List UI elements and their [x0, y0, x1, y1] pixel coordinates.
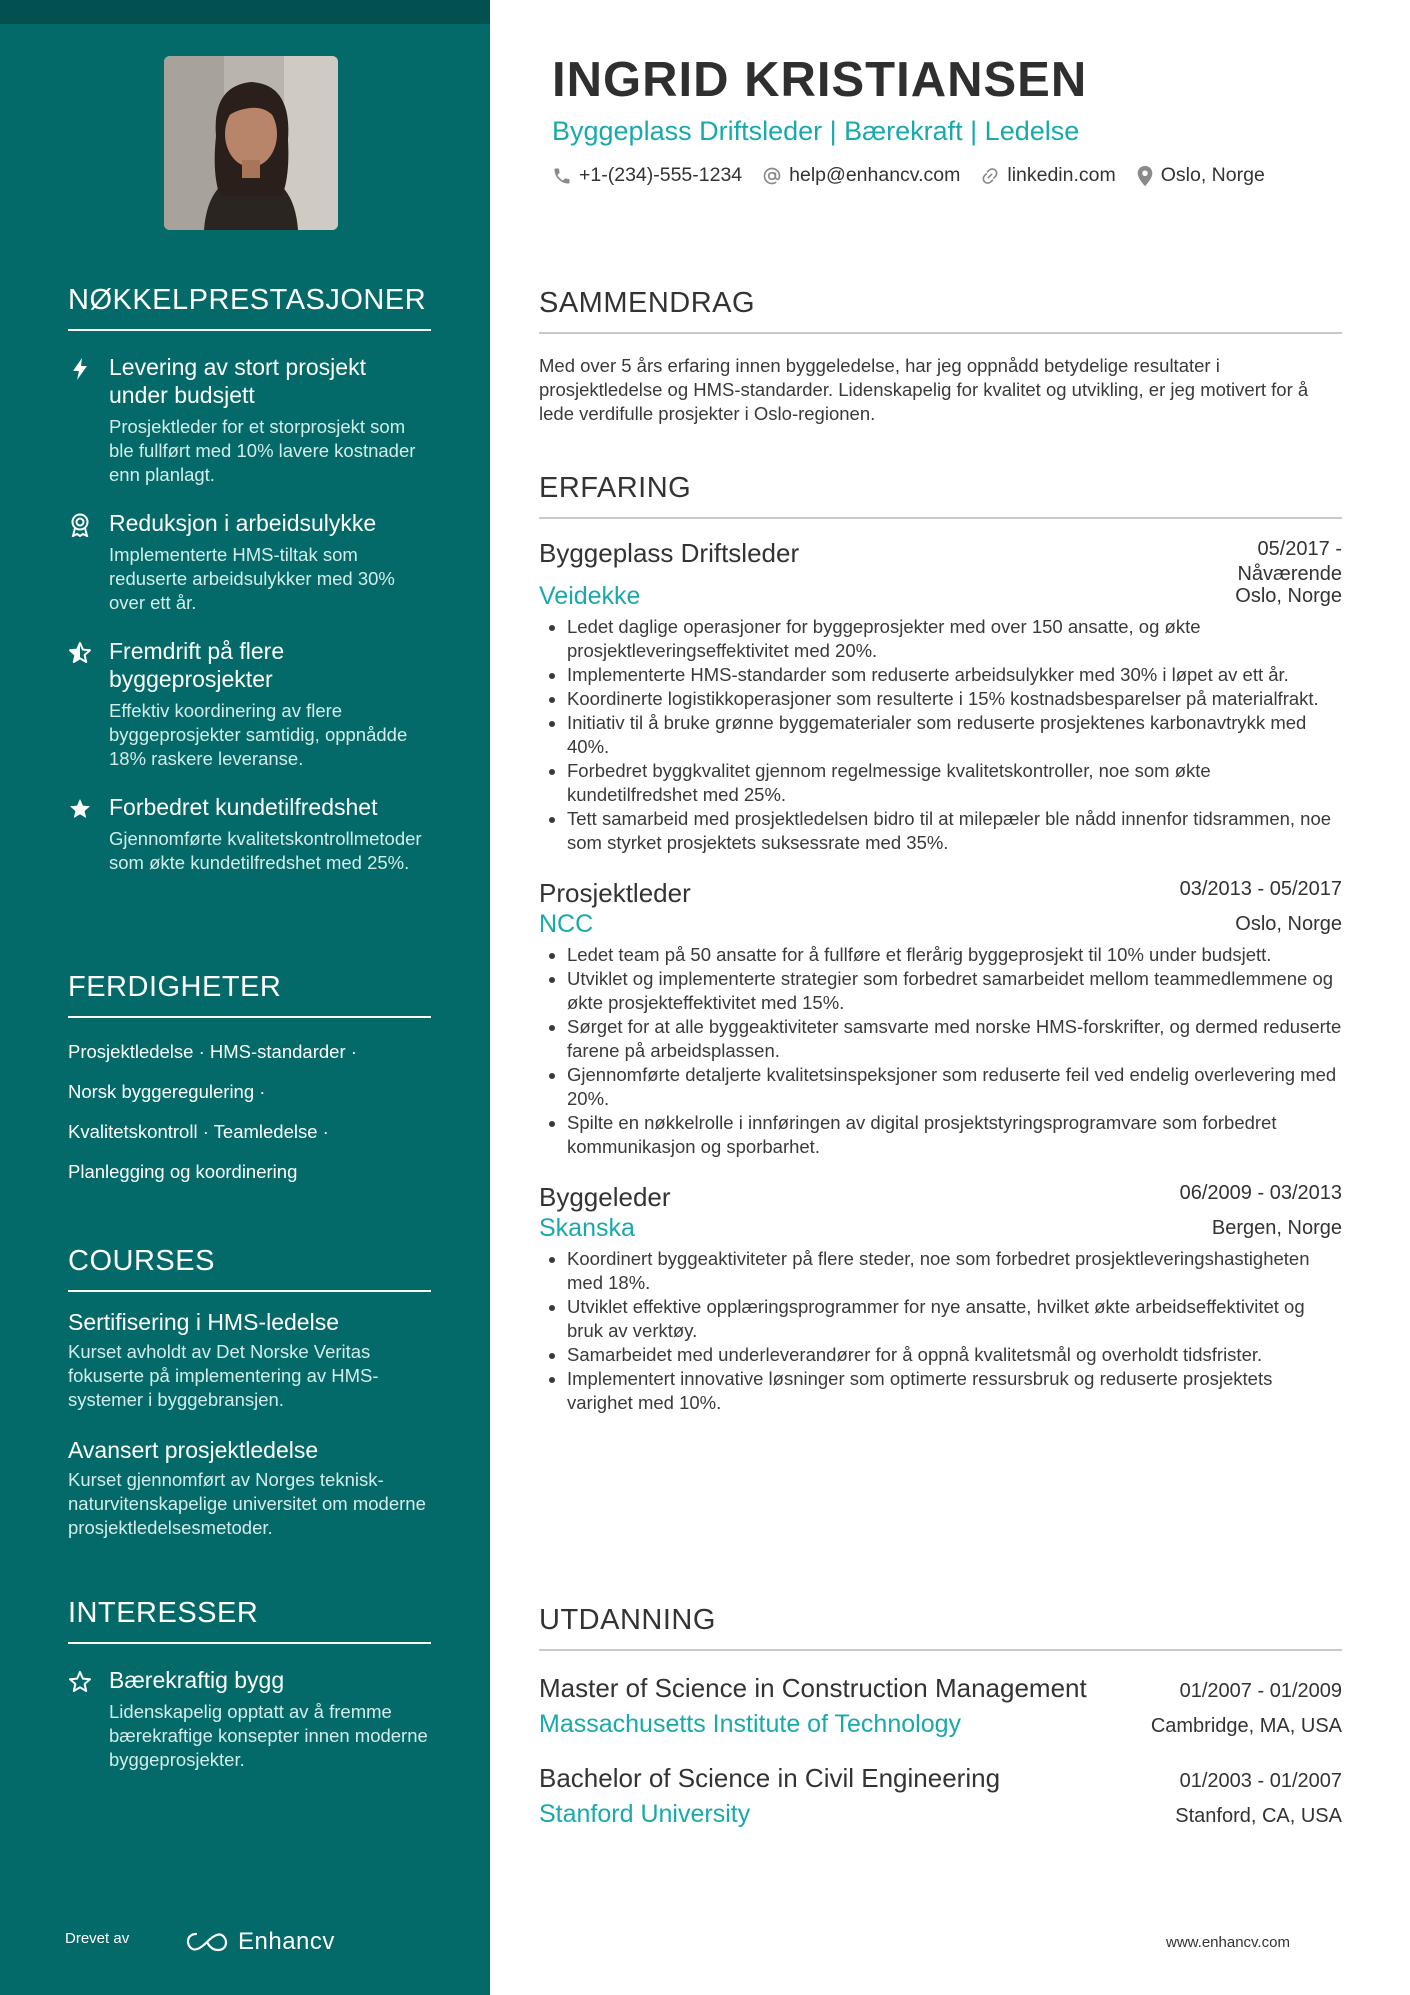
star-half-icon	[68, 641, 92, 665]
at-icon	[762, 166, 782, 186]
powered-by-label: Drevet av	[65, 1930, 130, 1947]
course-item	[68, 1308, 431, 1412]
job-dates	[1237, 537, 1342, 587]
course-desc: Kurset gjennomført av Norges teknisk-naturvitenskapelige universitet om moderne prosjektledelsesmetoder.	[68, 1469, 426, 1538]
summary-text: Med over 5 års erfaring innen byggeledelse, har jeg oppnådd betydelige resultater i prosjektledelse og HMS-standarder. Lidenskapelig for kvalitet og utvikling, er jeg motivert for å lede verdifulle prosjekter i Oslo-regionen.	[539, 355, 1309, 424]
experience-title: ERFARING	[539, 472, 1342, 519]
job-entry	[539, 537, 1342, 855]
job-entry	[539, 877, 1342, 1159]
course-item	[68, 1436, 431, 1540]
job-bullet: • Forbedret byggkvalitet gjennom regelmessige kvalitetskontroller, noe som økte kundetilfredshet med 25%.	[567, 759, 1342, 807]
interests-section	[68, 1597, 431, 1772]
education-title: UTDANNING	[539, 1604, 1342, 1651]
education-section	[539, 1604, 1342, 1833]
link-icon	[980, 166, 1000, 186]
achievement-item	[68, 353, 431, 487]
interest-desc: Lidenskapelig opptatt av å fremme bærekraftige konsepter innen moderne byggeprosjekter.	[109, 1701, 428, 1770]
education-location: Stanford, CA, USA	[1175, 1805, 1342, 1827]
job-dates-start: 05/2017 -	[1257, 538, 1342, 560]
job-dates: 06/2009 - 03/2013	[1179, 1182, 1342, 1204]
contact-location	[1136, 164, 1265, 187]
job-role: Byggeleder	[539, 1182, 671, 1212]
skill-line: Kvalitetskontroll · Teamledelse ·	[68, 1121, 329, 1142]
skill-line: Planlegging og koordinering	[68, 1161, 298, 1182]
job-bullet: • Tett samarbeid med prosjektledelsen bidro til at milepæler ble nådd innenfor tidsrammen, noe som styrket prosjektets suksessrate med 35%.	[567, 807, 1342, 855]
job-location: Bergen, Norge	[1211, 1217, 1342, 1239]
job-bullet: • Ledet daglige operasjoner for byggeprosjekter med over 150 ansatte, og økte prosjektleveringseffektivitet med 20%.	[567, 615, 1342, 663]
education-dates: 01/2007 - 01/2009	[1179, 1680, 1342, 1702]
achievement-item	[68, 637, 431, 771]
job-bullet: • Spilte en nøkkelrolle i innføringen av digital prosjektstyringsprogramvare som forbedret kommunikasjon og sporbarhet.	[567, 1111, 1342, 1159]
job-company: Skanska	[539, 1214, 635, 1242]
contact-email[interactable]	[762, 164, 960, 187]
job-bullet: • Implementerte HMS-standarder som reduserte arbeidsulykker med 30% i løpet av ett år.	[567, 663, 1342, 687]
education-entry	[539, 1761, 1342, 1833]
education-school: Massachusetts Institute of Technology	[539, 1710, 961, 1738]
summary-title: SAMMENDRAG	[539, 287, 1342, 334]
phone-icon	[552, 166, 572, 186]
candidate-headline: Byggeplass Driftsleder | Bærekraft | Ledelse	[552, 116, 1080, 146]
course-title: Avansert prosjektledelse	[68, 1437, 319, 1463]
job-bullet: • Koordinerte logistikkoperasjoner som resulterte i 15% kostnadsbesparelser på materialfrakt.	[567, 687, 1342, 711]
bolt-icon	[68, 357, 92, 381]
resume-header	[552, 52, 1342, 187]
skill-line: Prosjektledelse · HMS-standarder ·	[68, 1041, 357, 1062]
job-bullets	[539, 943, 1342, 1159]
job-bullet: • Koordinert byggeaktiviteter på flere steder, noe som forbedret prosjektleveringshastigheten med 18%.	[567, 1247, 1342, 1295]
courses-section	[68, 1245, 431, 1540]
achievement-desc: Implementerte HMS-tiltak som reduserte arbeidsulykker med 30% over ett år.	[109, 544, 395, 613]
achievement-title: Levering av stort prosjekt under budsjett	[109, 354, 366, 408]
achievement-desc: Effektiv koordinering av flere byggeprosjekter samtidig, oppnådde 18% raskere leveranse.	[109, 700, 408, 769]
education-entry	[539, 1671, 1342, 1743]
job-bullets	[539, 615, 1342, 855]
education-degree: Bachelor of Science in Civil Engineering	[539, 1763, 1001, 1793]
job-location: Oslo, Norge	[1235, 913, 1342, 935]
linkedin-text: linkedin.com	[1007, 164, 1116, 186]
skill-line: Norsk byggeregulering ·	[68, 1081, 266, 1102]
achievement-title: Forbedret kundetilfredshet	[109, 794, 378, 820]
job-company: NCC	[539, 910, 594, 938]
infinity-logo-icon	[184, 1930, 230, 1954]
job-bullet: • Gjennomførte detaljerte kvalitetsinspeksjoner som reduserte feil ved endelig overlevering med 20%.	[567, 1063, 1342, 1111]
job-role: Byggeplass Driftsleder	[539, 538, 800, 568]
achievement-desc: Gjennomførte kvalitetskontrollmetoder som økte kundetilfredshet med 25%.	[109, 828, 422, 873]
phone-text: +1-(234)-555-1234	[579, 164, 743, 186]
job-dates: 03/2013 - 05/2017	[1179, 878, 1342, 900]
education-location: Cambridge, MA, USA	[1150, 1715, 1342, 1737]
star-icon	[68, 797, 92, 821]
achievement-item	[68, 509, 431, 615]
job-company: Veidekke	[539, 582, 641, 610]
job-bullet: • Initiativ til å bruke grønne byggematerialer som reduserte prosjektenes karbonavtrykk med 40%.	[567, 711, 1342, 759]
star-outline-icon	[68, 1670, 92, 1694]
courses-title: COURSES	[68, 1245, 431, 1292]
interest-item	[68, 1666, 431, 1772]
skills-title: FERDIGHETER	[68, 971, 431, 1018]
contact-row	[552, 164, 1342, 187]
achievement-title: Fremdrift på flere byggeprosjekter	[109, 638, 285, 692]
contact-linkedin[interactable]	[980, 164, 1115, 187]
job-bullet: • Utviklet og implementerte strategier som forbedret samarbeidet mellom teammedlemmene og økte prosjekteffektivitet med 15%.	[567, 967, 1342, 1015]
education-school: Stanford University	[539, 1800, 751, 1828]
job-bullets	[539, 1247, 1342, 1415]
summary-section	[539, 287, 1342, 426]
job-entry	[539, 1181, 1342, 1415]
achievements-section	[68, 284, 431, 875]
job-bullet: • Utviklet effektive opplæringsprogrammer for nye ansatte, hvilket økte arbeidseffektivitet og bruk av verktøy.	[567, 1295, 1342, 1343]
brand-name: Enhancv	[238, 1928, 335, 1955]
education-degree: Master of Science in Construction Management	[539, 1673, 1087, 1703]
experience-section	[539, 472, 1342, 1415]
achievements-title: NØKKELPRESTASJONER	[68, 284, 431, 331]
job-bullet: • Implementert innovative løsninger som optimerte ressursbruk og reduserte prosjektets varighet med 10%.	[567, 1367, 1342, 1415]
achievement-desc: Prosjektleder for et storprosjekt som ble fullført med 10% lavere kostnader enn planlagt.	[109, 416, 416, 485]
interest-title: Bærekraftig bygg	[109, 1667, 285, 1693]
sidebar-top-bar	[0, 0, 490, 24]
job-bullet: • Samarbeidet med underleverandører for å oppnå kvalitetsmål og overholdt tidsfrister.	[567, 1343, 1342, 1367]
enhancv-logo[interactable]	[184, 1928, 335, 1956]
contact-phone[interactable]	[552, 164, 742, 187]
achievement-title: Reduksjon i arbeidsulykke	[109, 510, 377, 536]
achievement-item	[68, 793, 431, 875]
job-location: Oslo, Norge	[1235, 585, 1342, 607]
location-text: Oslo, Norge	[1160, 164, 1265, 186]
skills-section	[68, 971, 431, 1192]
course-desc: Kurset avholdt av Det Norske Veritas fokuserte på implementering av HMS-systemer i byggebransjen.	[68, 1341, 379, 1410]
job-bullet: • Sørget for at alle byggeaktiviteter samsvarte med norske HMS-forskrifter, og dermed reduserte farene på arbeidsplassen.	[567, 1015, 1342, 1063]
job-dates-end: Nåværende	[1237, 563, 1342, 585]
profile-photo	[164, 56, 338, 230]
job-role: Prosjektleder	[539, 878, 691, 908]
candidate-name: INGRID KRISTIANSEN	[552, 53, 1088, 107]
award-icon	[68, 513, 92, 537]
interests-title: INTERESSER	[68, 1597, 431, 1644]
skills-list	[68, 1032, 431, 1192]
sidebar	[0, 0, 490, 1995]
email-text: help@enhancv.com	[789, 164, 961, 186]
course-title: Sertifisering i HMS-ledelse	[68, 1309, 339, 1335]
education-dates: 01/2003 - 01/2007	[1179, 1770, 1342, 1792]
location-pin-icon	[1136, 165, 1154, 187]
job-bullet: • Ledet team på 50 ansatte for å fullføre et flerårig byggeprosjekt til 10% under budsjett.	[567, 943, 1342, 967]
footer-url[interactable]: www.enhancv.com	[1166, 1934, 1290, 1951]
